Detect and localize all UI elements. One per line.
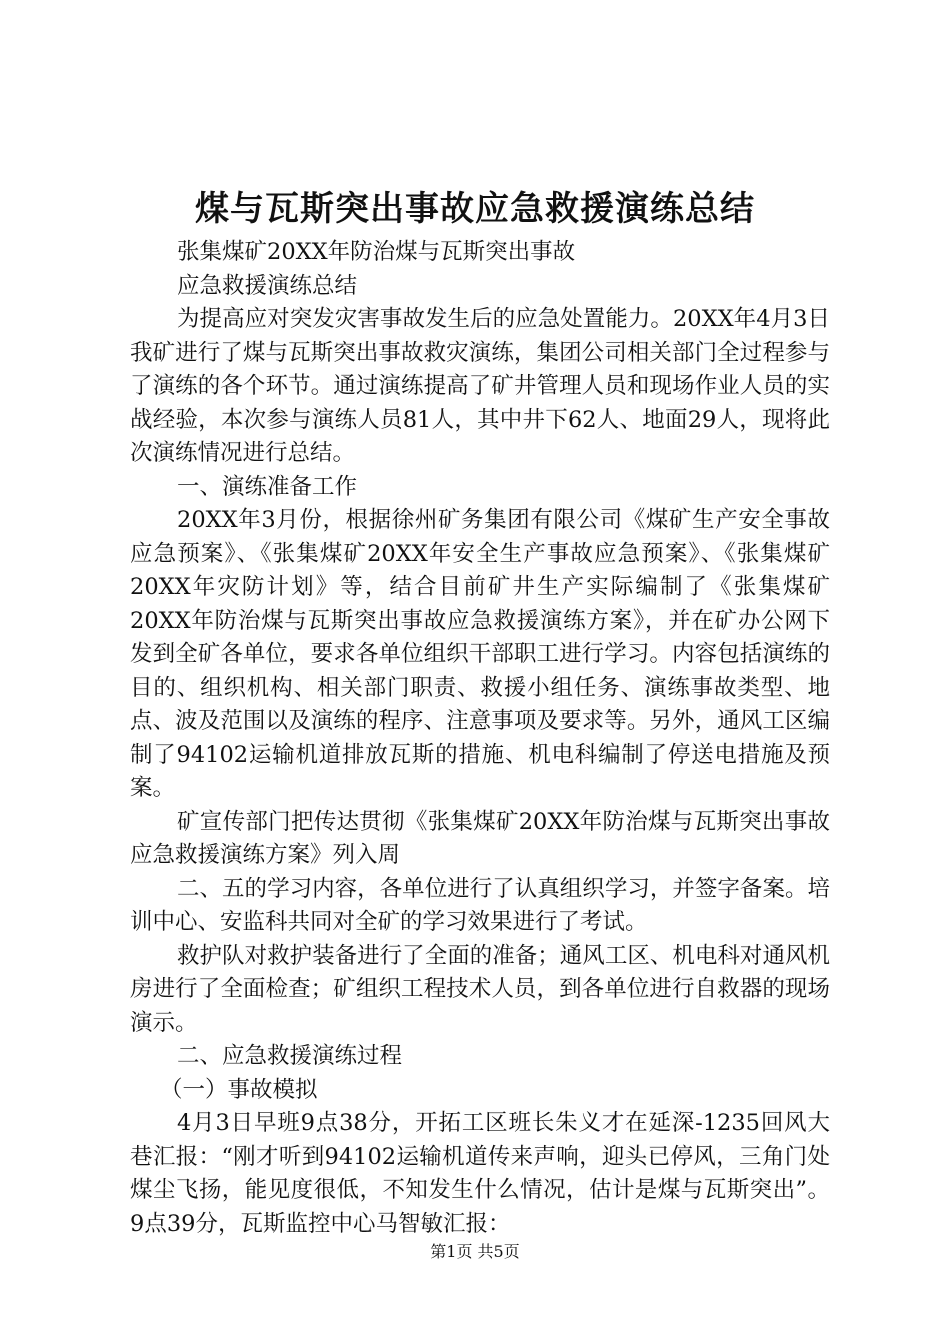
paragraph: 二、五的学习内容，各单位进行了认真组织学习，并签字备案。培训中心、安监科共同对全矿的学习效果进行了考试。 <box>130 875 830 935</box>
section-heading: 二、应急救援演练过程 <box>177 1043 403 1069</box>
paragraph: 张集煤矿20XX年防治煤与瓦斯突出事故 <box>177 239 576 265</box>
page-footer: 第1页 共5页 <box>430 1242 520 1261</box>
section-heading: 一、演练准备工作 <box>177 473 358 500</box>
paragraph: 为提高应对突发灾害事故发生后的应急处置能力。20XX年4月3日我矿进行了煤与瓦斯突出事故救灾演练，集团公司相关部门全过程参与了演练的各个环节。通过演练提高了矿井管理人员和现场作业人员的实战经验，本次参与演练人员81人，其中井下62人、地面29人，现将此次演练情况进行总结。 <box>130 306 830 466</box>
paragraph: 20XX年3月份，根据徐州矿务集团有限公司《煤矿生产安全事故应急预案》、《张集煤矿20XX年安全生产事故应急预案》、《张集煤矿20XX年灾防计划》等，结合目前矿井生产实际编制了《张集煤矿20XX年防治煤与瓦斯突出事故应急救援演练方案》，并在矿办公网下发到全矿各单位，要求各单位组织干部职工进行学习。内容包括演练的目的、组织机构、相关部门职责、救援小组任务、演练事故类型、地点、波及范围以及演练的程序、注意事项及要求等。另外，通风工区编制了94102运输机道排放瓦斯的措施、机电科编制了停送电措施及预案。 <box>130 507 830 801</box>
document-title: 煤与瓦斯突出事故应急救援演练总结 <box>195 189 755 229</box>
paragraph: 救护队对救护装备进行了全面的准备；通风工区、机电科对通风机房进行了全面检查；矿组织工程技术人员，到各单位进行自救器的现场演示。 <box>130 942 830 1036</box>
document-body <box>130 236 830 1241</box>
paragraph: 应急救援演练总结 <box>177 272 358 299</box>
paragraph: 4月3日早班9点38分，开拓工区班长朱义才在延深-1235回风大巷汇报：“刚才听到94102运输机道传来声响，迎头已停风，三角门处煤尘飞扬，能见度很低，不知发生什么情况，估计是煤与瓦斯突出”。9点39分，瓦斯监控中心马智敏汇报： <box>130 1110 830 1237</box>
subsection-heading: （一）事故模拟 <box>160 1076 318 1103</box>
paragraph: 矿宣传部门把传达贯彻《张集煤矿20XX年防治煤与瓦斯突出事故应急救援演练方案》列入周 <box>130 808 830 868</box>
